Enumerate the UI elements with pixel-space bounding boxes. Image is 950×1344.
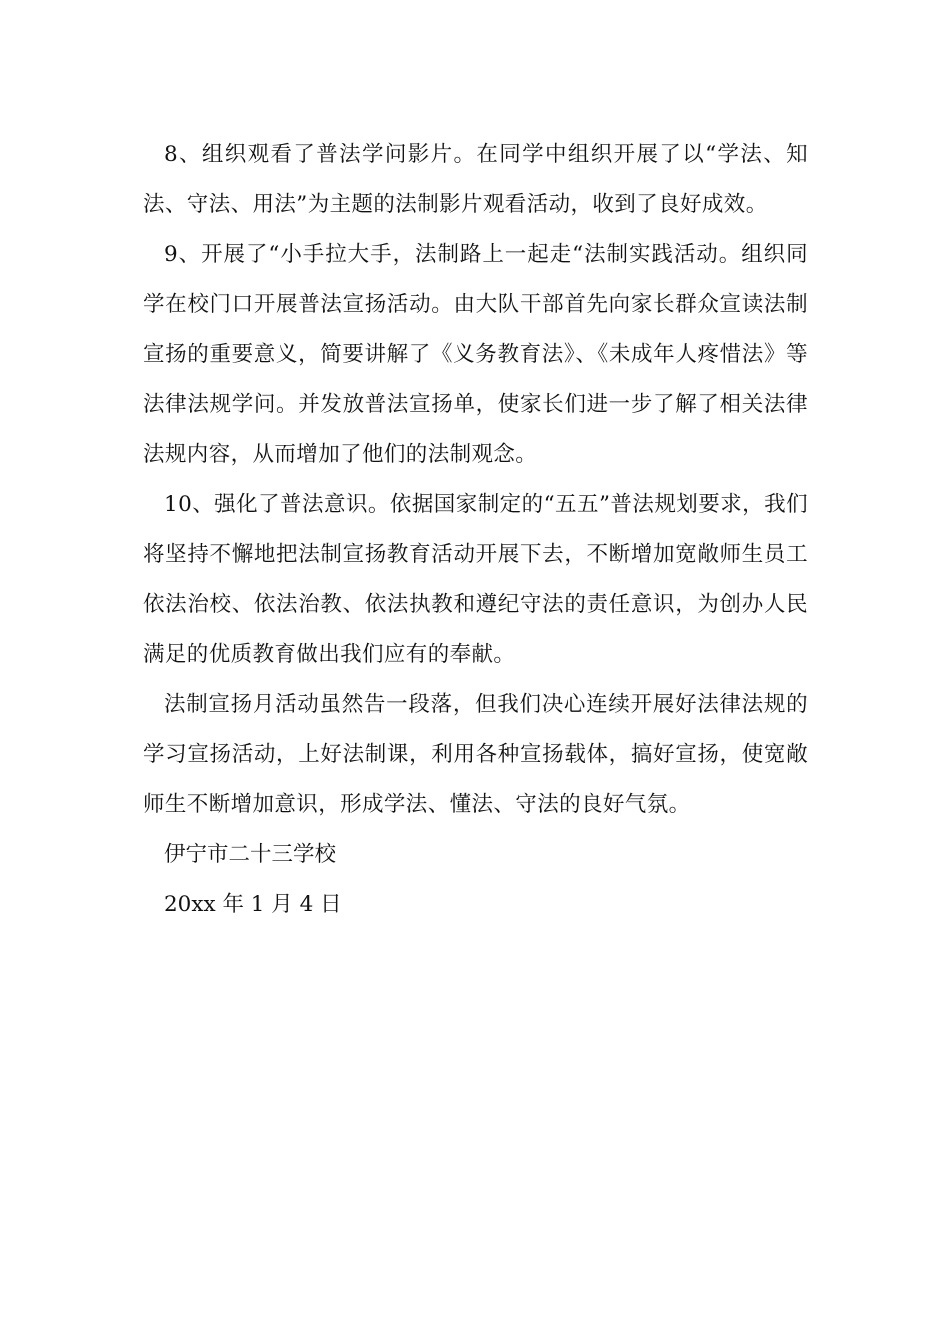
- paragraph-conclusion: 法制宣扬月活动虽然告一段落，但我们决心连续开展好法律法规的学习宣扬活动，上好法制课，利用各种宣扬载体，搞好宣扬，使宽敞师生不断增加意识，形成学法、懂法、守法的良好气氛。: [143, 692, 808, 817]
- signature-school: 伊宁市二十三学校: [164, 842, 337, 867]
- signature-date: 20xx 年 1 月 4 日: [164, 892, 342, 917]
- paragraph-item-10: 10、强化了普法意识。依据国家制定的“五五”普法规划要求，我们将坚持不懈地把法制宣扬教育活动开展下去，不断增加宽敞师生员工依法治校、依法治教、依法执教和遵纪守法的责任意识，为创办人民满足的优质教育做出我们应有的奉献。: [143, 492, 808, 667]
- paragraph-item-8: 8、组织观看了普法学问影片。在同学中组织开展了以“学法、知法、守法、用法”为主题的法制影片观看活动，收到了良好成效。: [143, 142, 808, 217]
- document-page: [143, 130, 808, 930]
- paragraph-item-9: 9、开展了“小手拉大手，法制路上一起走“法制实践活动。组织同学在校门口开展普法宣扬活动。由大队干部首先向家长群众宣读法制宣扬的重要意义，简要讲解了《义务教育法》、《未成年人疼惜法》等法律法规学问。并发放普法宣扬单，使家长们进一步了解了相关法律法规内容，从而增加了他们的法制观念。: [143, 242, 808, 467]
